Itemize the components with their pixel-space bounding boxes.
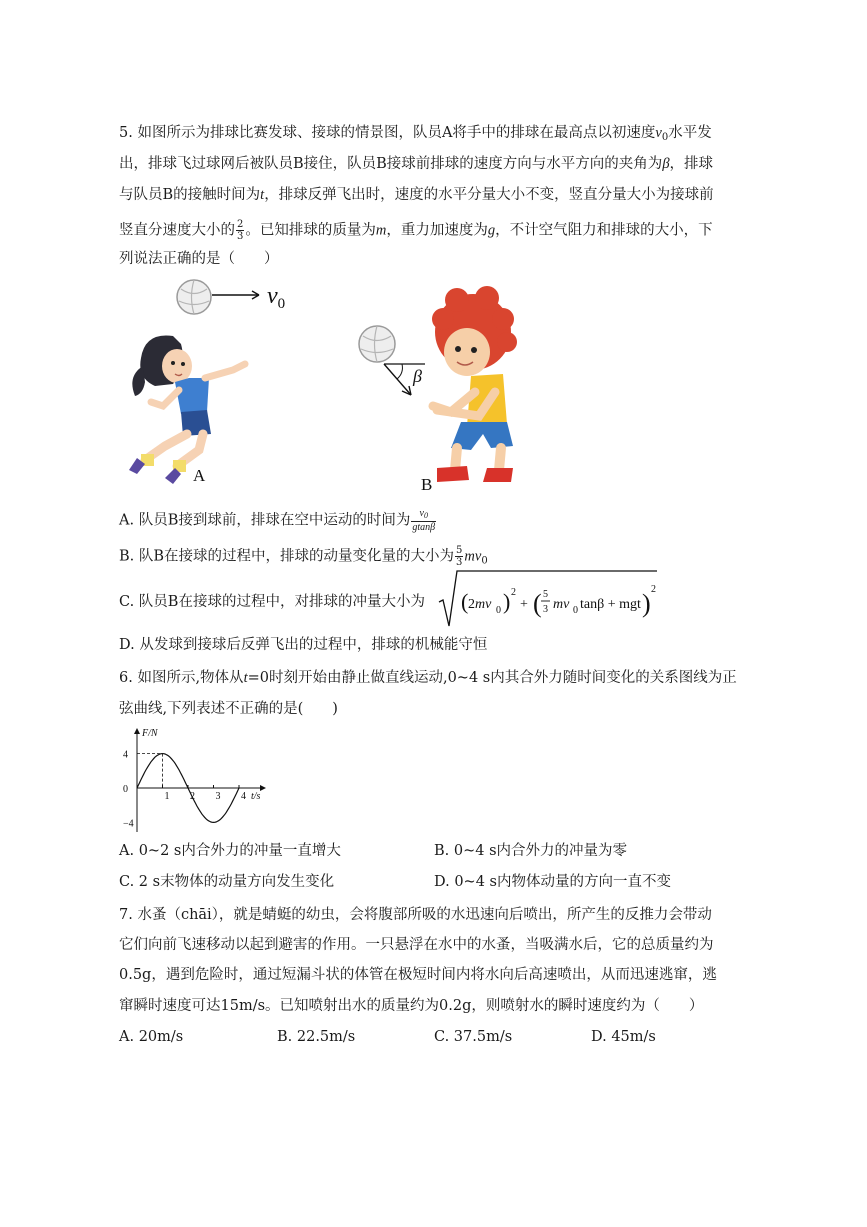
svg-text:β: β [413,366,422,386]
volleyball-b-icon [359,326,395,362]
q5-line-2: 出，排球飞过球网后被队员B接住，队员B接球前排球的速度方向与水平方向的夹角为β，排球 [119,156,714,172]
q5-option-a[interactable]: A. 队员B接到球前，排球在空中运动的时间为 $\frac{v_0}{gtan\beta}$ [119,508,436,533]
volleyball-a-icon [177,280,211,314]
x-tick-label: 1 [164,791,170,802]
svg-text:3: 3 [543,604,548,615]
q6-option-d[interactable]: D. 0~4 s内物体动量的方向一直不变 [434,874,671,890]
force-time-chart [115,724,275,836]
y-axis-label: F/N [142,728,158,739]
svg-text:mv: mv [553,597,570,612]
svg-text:A: A [193,466,206,485]
volleyball-figure [115,274,535,502]
svg-text:2mv: 2mv [468,597,492,612]
q5-option-d[interactable]: D. 从发球到接球后反弹飞出的过程中，排球的机械能守恒 [119,637,488,653]
q7-option-d[interactable]: D. 45m/s [591,1029,656,1045]
q7-line-2: 它们向前飞速移动以起到避害的作用。一只悬浮在水中的水蚤，当吸满水后，它的总质量约为 [119,937,714,953]
fraction-two-thirds: $\frac{2}{3}$ [237,219,244,242]
y-tick-label: 4 [123,749,128,761]
x-axis-label: t/s [251,791,261,802]
q5-option-c[interactable]: C. 队员B在接球的过程中，对排球的冲量大小为 [119,594,425,610]
fraction-v0-over-gtanbeta: $\frac{v_0}{gtan\beta}$ [412,508,436,533]
q5-line-4: 竖直分速度大小的 $\frac{2}{3}$ 。已知排球的质量为m，重力加速度为g，不计空气阻力和排球的大小，下 [119,219,713,242]
svg-text:2: 2 [511,587,516,598]
x-tick-label: 2 [190,791,195,802]
q7-option-b[interactable]: B. 22.5m/s [277,1029,356,1045]
player-a-figure [129,335,245,484]
q5-line-5: 列说法正确的是（ ） [119,251,279,267]
svg-text:): ) [503,589,511,614]
q5-line-3: 与队员B的接触时间为t，排球反弹飞出时，速度的水平分量大小不变，竖直分量大小为接球前 [119,187,714,203]
x-tick-label: 3 [215,791,221,802]
svg-text:0: 0 [573,605,578,616]
svg-text:(: ( [533,589,542,618]
svg-text:(: ( [461,589,469,614]
q6-line-2: 弦曲线,下列表述不正确的是( ) [119,701,338,717]
q7-line-3: 0.5g，遇到危险时，通过短漏斗状的体管在极短时间内将水向后高速喷出，从而迅速逃窜，逃 [119,967,717,983]
player-b-figure [432,286,517,482]
q7-line-1: 7. 水蚤（chāi），就是蜻蜓的幼虫，会将腹部所吸的水迅速向后喷出，所产生的反推力会带动 [119,907,712,923]
svg-text:): ) [642,589,651,618]
x-tick-label: 4 [241,791,246,802]
svg-text:v0: $v_0$ [267,283,286,312]
svg-text:5: 5 [543,589,548,600]
svg-text:0: 0 [496,605,501,616]
q7-option-c[interactable]: C. 37.5m/s [434,1029,513,1045]
q6-option-a[interactable]: A. 0~2 s内合外力的冲量一直增大 [119,843,341,859]
y-tick-label: −4 [123,818,134,830]
q7-option-a[interactable]: A. 20m/s [119,1029,184,1045]
q5-option-b[interactable]: B. 队B在接球的过程中，排球的动量变化量的大小为 $\frac{5}{3}$ $mv_0$ [119,545,488,568]
q5-line-1: 5. 如图所示为排球比赛发球、接球的情景图，队员A将手中的排球在最高点以初速度$v_0$水平发 [119,125,712,143]
svg-text:tanβ + mgt: tanβ + mgt [580,597,641,612]
svg-text:B: B [421,475,433,494]
q7-line-4: 窜瞬时速度可达15m/s。已知喷射出水的质量约为0.2g，则喷射水的瞬时速度约为（ ） [119,998,704,1014]
q6-line-1: 6. 如图所示,物体从t=0时刻开始由静止做直线运动,0~4 s内其合外力随时间变化的关系图线为正 [119,670,737,686]
svg-text:+: + [520,597,528,612]
q5-option-c-formula [437,568,662,630]
svg-text:2: 2 [651,584,656,595]
y-tick-label: 0 [123,784,128,795]
q6-option-b[interactable]: B. 0~4 s内合外力的冲量为零 [434,843,628,859]
q6-option-c[interactable]: C. 2 s末物体的动量方向发生变化 [119,874,335,890]
